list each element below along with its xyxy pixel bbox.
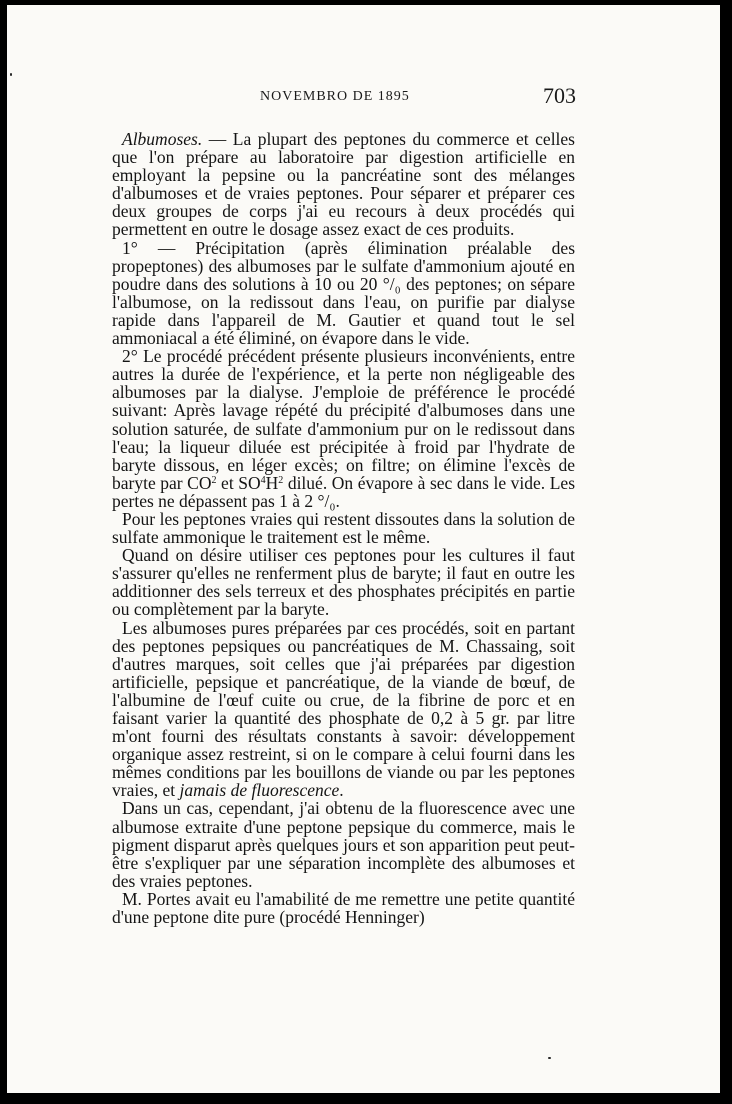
paragraph-fluorescence: Dans un cas, cependant, j'ai obtenu de la fluorescence avec une albumose extraite d'une peptone pepsique du commerce, mais le pigment disparut après quelques jours et son apparition peut peut-être s'expliquer par une séparation incomplète des albumoses et des vraies peptones. bbox=[112, 798, 575, 891]
paragraph-text: et SO bbox=[216, 472, 261, 493]
paragraph-second-procedure bbox=[112, 347, 575, 510]
paragraph-text: . bbox=[339, 780, 344, 801]
print-speck bbox=[548, 1057, 551, 1059]
book-page bbox=[7, 5, 720, 1093]
paragraph-text: — La plupart des peptones du commerce et celles que l'on prépare au laboratoire par digestion artificielle en employant la pepsine ou la pancréatine sont des mélanges d'albumoses et de vraies peptones. Pour séparer et préparer ces deux groupes de corps j'ai eu recours à deux procédés qui permettent en outre le dosage assez exact de ces produits. bbox=[112, 129, 575, 240]
print-speck bbox=[10, 73, 12, 76]
page-number: 703 bbox=[543, 83, 576, 108]
section-label: Albumoses. bbox=[122, 129, 203, 149]
running-head: NOVEMBRO DE 1895 bbox=[260, 89, 410, 104]
paragraph-text: dilué. On évapore à sec dans le vide. Les pertes ne dépassent pas 1 à 2 °/₀. bbox=[112, 472, 575, 511]
paragraph-text: H bbox=[265, 472, 279, 493]
paragraph-albumoses bbox=[112, 130, 575, 239]
superscript: 2 bbox=[211, 474, 217, 486]
emphasis-text: jamais de fluorescence bbox=[179, 780, 340, 801]
paragraph-portes: M. Portes avait eu l'amabilité de me remettre une petite quantité d'une peptone dite pure (procédé Henninger) bbox=[112, 888, 575, 928]
body-text bbox=[112, 130, 575, 926]
paragraph-text: 2° Le procédé précédent présente plusieurs inconvénients, entre autres la durée de l'expérience, et la perte non négligeable des albumoses par la dialyse. J'emploie de préférence le procédé suivant: Après lavage répété du précipité d'albumoses dans une solution saturée, de sulfate d'ammonium pur on le redissout dans l'eau; la liqueur diluée est précipitée à froid par l'hydrate de baryte dissous, en léger excès; on filtre; on élimine l'excès de baryte par CO bbox=[112, 346, 575, 493]
paragraph-albumoses-pures bbox=[112, 619, 575, 800]
page-header bbox=[7, 79, 720, 119]
paragraph-precipitation: 1° — Précipitation (après élimination préalable des propeptones) des albumoses par le sulfate d'ammonium ajouté en poudre dans des solutions à 10 ou 20 °/₀ des peptones; on sépare l'albumose, on la redissout dans l'eau, on purifie par dialyse rapide dans l'appareil de M. Gautier et quand tout le sel ammoniacal a été éliminé, on évapore dans le vide. bbox=[112, 237, 575, 349]
superscript: 4 bbox=[260, 474, 266, 486]
superscript: 2 bbox=[278, 474, 284, 486]
paragraph-cultures: Quand on désire utiliser ces peptones pour les cultures il faut s'assurer qu'elles ne renferment plus de baryte; il faut en outre les additionner des sels terreux et des phosphates précipités en partie ou complètement par la baryte. bbox=[112, 545, 575, 620]
paragraph-text: Les albumoses pures préparées par ces procédés, soit en partant des peptones pepsiques ou pancréatiques de M. Chassaing, soit d'autres marques, soit celles que j'ai préparées par digestion artificielle, pepsique et pancréatique, de la viande de bœuf, de l'albumine de l'œuf cuite ou crue, de la fibrine de porc et en faisant varier la quantité des phosphate de 0,2 à 5 gr. par litre m'ont fourni des résultats constants à savoir: développement organique assez restreint, si on le compare à celui fourni dans les mêmes conditions par les bouillons de viande ou par les peptones vraies, et bbox=[112, 617, 575, 801]
paragraph-peptones-vraies: Pour les peptones vraies qui restent dissoutes dans la solution de sulfate ammonique le traitement est le même. bbox=[112, 508, 575, 548]
